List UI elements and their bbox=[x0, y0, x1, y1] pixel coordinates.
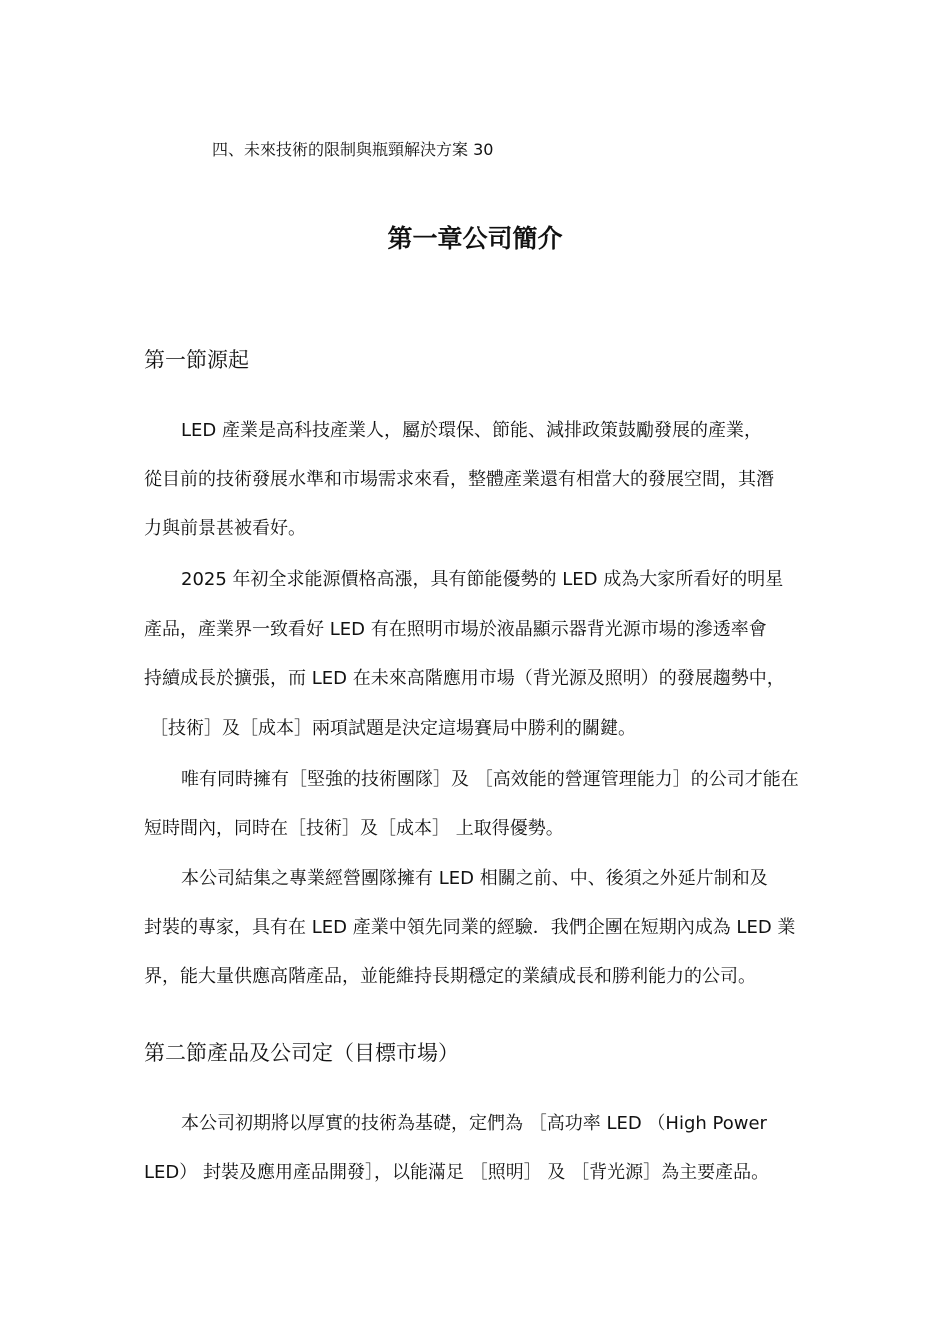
paragraph-line: 力與前景甚被看好。 bbox=[144, 518, 306, 539]
paragraph-line: 界，能大量供應高階產品，並能維持長期穩定的業績成長和勝利能力的公司。 bbox=[144, 966, 756, 987]
section-title: 第二節產品及公司定（目標市場） bbox=[144, 1041, 459, 1065]
paragraph-line: ［技術］及［成本］兩項試題是決定這場賽局中勝利的關鍵。 bbox=[150, 718, 636, 739]
toc-entry: 四、未來技術的限制與瓶頸解決方案 30 bbox=[212, 140, 494, 159]
paragraph-line: 封裝的專家，具有在 LED 產業中領先同業的經驗．我們企團在短期內成為 LED 業 bbox=[144, 917, 796, 938]
paragraph-line: 本公司結集之專業經營團隊擁有 LED 相關之前、中、後須之外延片制和及 bbox=[181, 868, 768, 889]
paragraph-line: 從目前的技術發展水準和市場需求來看，整體產業還有相當大的發展空間，其潛 bbox=[144, 469, 774, 490]
paragraph-line: 2025 年初全求能源價格高漲，具有節能優勢的 LED 成為大家所看好的明星 bbox=[181, 569, 784, 590]
paragraph-line: 短時間內，同時在［技術］及［成本］ 上取得優勢。 bbox=[144, 818, 564, 839]
paragraph-line: 持續成長於擴張，而 LED 在未來高階應用市場（背光源及照明）的發展趨勢中， bbox=[144, 668, 785, 689]
paragraph-line: 唯有同時擁有［堅強的技術團隊］及 ［高效能的營運管理能力］的公司才能在 bbox=[181, 769, 799, 790]
paragraph-line: 本公司初期將以厚實的技術為基礎，定們為 ［高功率 LED （High Power bbox=[181, 1113, 767, 1134]
paragraph-line: LED 產業是高科技產業人，屬於環保、節能、減排政策鼓勵發展的產業， bbox=[181, 420, 762, 441]
section-title: 第一節源起 bbox=[144, 348, 249, 372]
chapter-title: 第一章公司簡介 bbox=[387, 224, 563, 253]
paragraph-line: 產品，產業界一致看好 LED 有在照明市場於液晶顯示器背光源市場的滲透率會 bbox=[144, 619, 767, 640]
paragraph-line: LED） 封裝及應用產品開發］，以能滿足 ［照明］ 及 ［背光源］為主要產品。 bbox=[144, 1162, 770, 1183]
